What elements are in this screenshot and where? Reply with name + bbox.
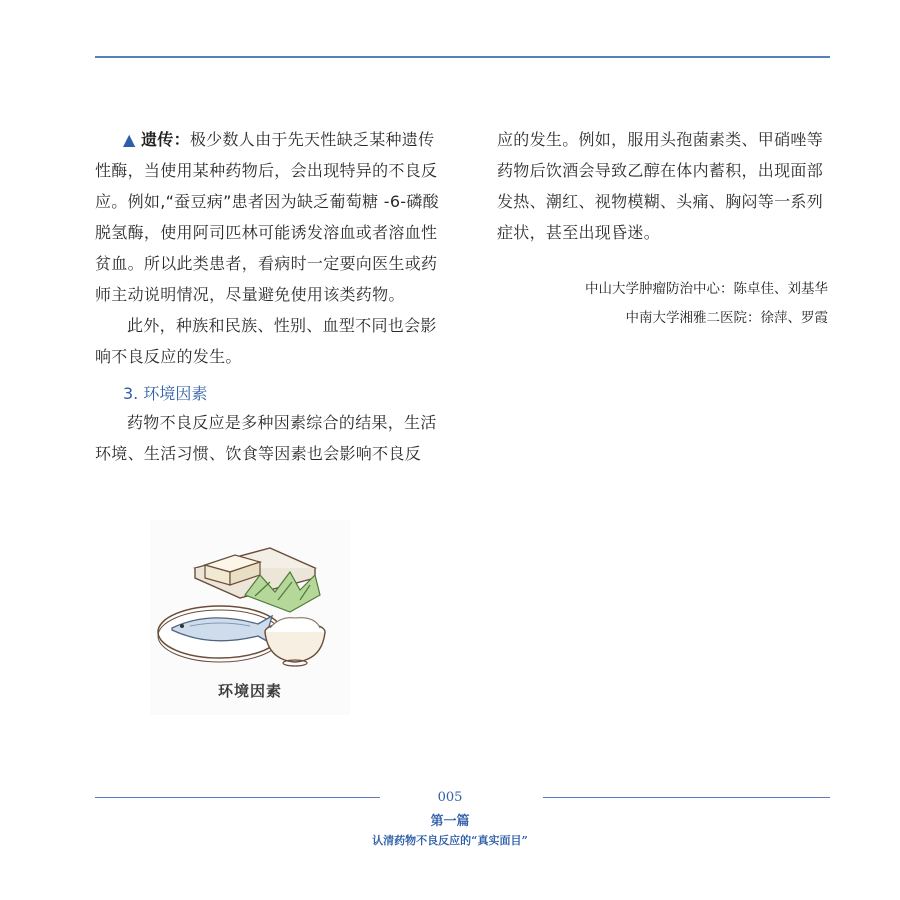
page-number: 005 — [437, 790, 463, 805]
left-column-lower — [95, 310, 442, 372]
part-subtitle: 认清药物不良反应的“真实面目” — [372, 834, 528, 847]
section-paragraph: 药物不良反应是多种因素综合的结果，生活环境、生活习惯、饮食等因素也会影响不良反 — [95, 413, 437, 463]
header-rule — [95, 56, 830, 58]
section-title: 3. 环境因素 — [123, 384, 208, 403]
heredity-paragraph — [95, 124, 442, 310]
illustration-caption: 环境因素 — [217, 682, 282, 700]
triangle-marker-icon: ▲ — [123, 130, 136, 149]
left-column — [95, 124, 442, 310]
continuation-paragraph: 应的发生。例如，服用头孢菌素类、甲硝唑等药物后饮酒会导致乙醇在体内蓄积，出现面部发热、潮红、视物模糊、头痛、胸闷等一系列症状，甚至出现昏迷。 — [497, 130, 824, 242]
heredity-text: 极少数人由于先天性缺乏某种遗传性酶，当使用某种药物后，会出现特异的不良反应。例如,“蚕豆病”患者因为缺乏葡萄糖 -6-磷酸脱氢酶，使用阿司匹林可能诱发溶血或者溶血性贫血。所以此类患者，看病时一定要向医生或药师主动说明情况，尽量避免使用该类药物。 — [95, 130, 439, 304]
part-title: 第一篇 — [430, 814, 470, 829]
credit-line-2: 中南大学湘雅二医院：徐萍、罗霞 — [625, 310, 828, 326]
heredity-label: 遗传： — [141, 130, 190, 149]
section-body — [95, 407, 442, 469]
right-column — [497, 124, 833, 248]
other-factors-paragraph: 此外，种族和民族、性别、血型不同也会影响不良反应的发生。 — [95, 316, 437, 366]
credit-line-1: 中山大学肿瘤防治中心：陈卓佳、刘基华 — [585, 281, 828, 297]
